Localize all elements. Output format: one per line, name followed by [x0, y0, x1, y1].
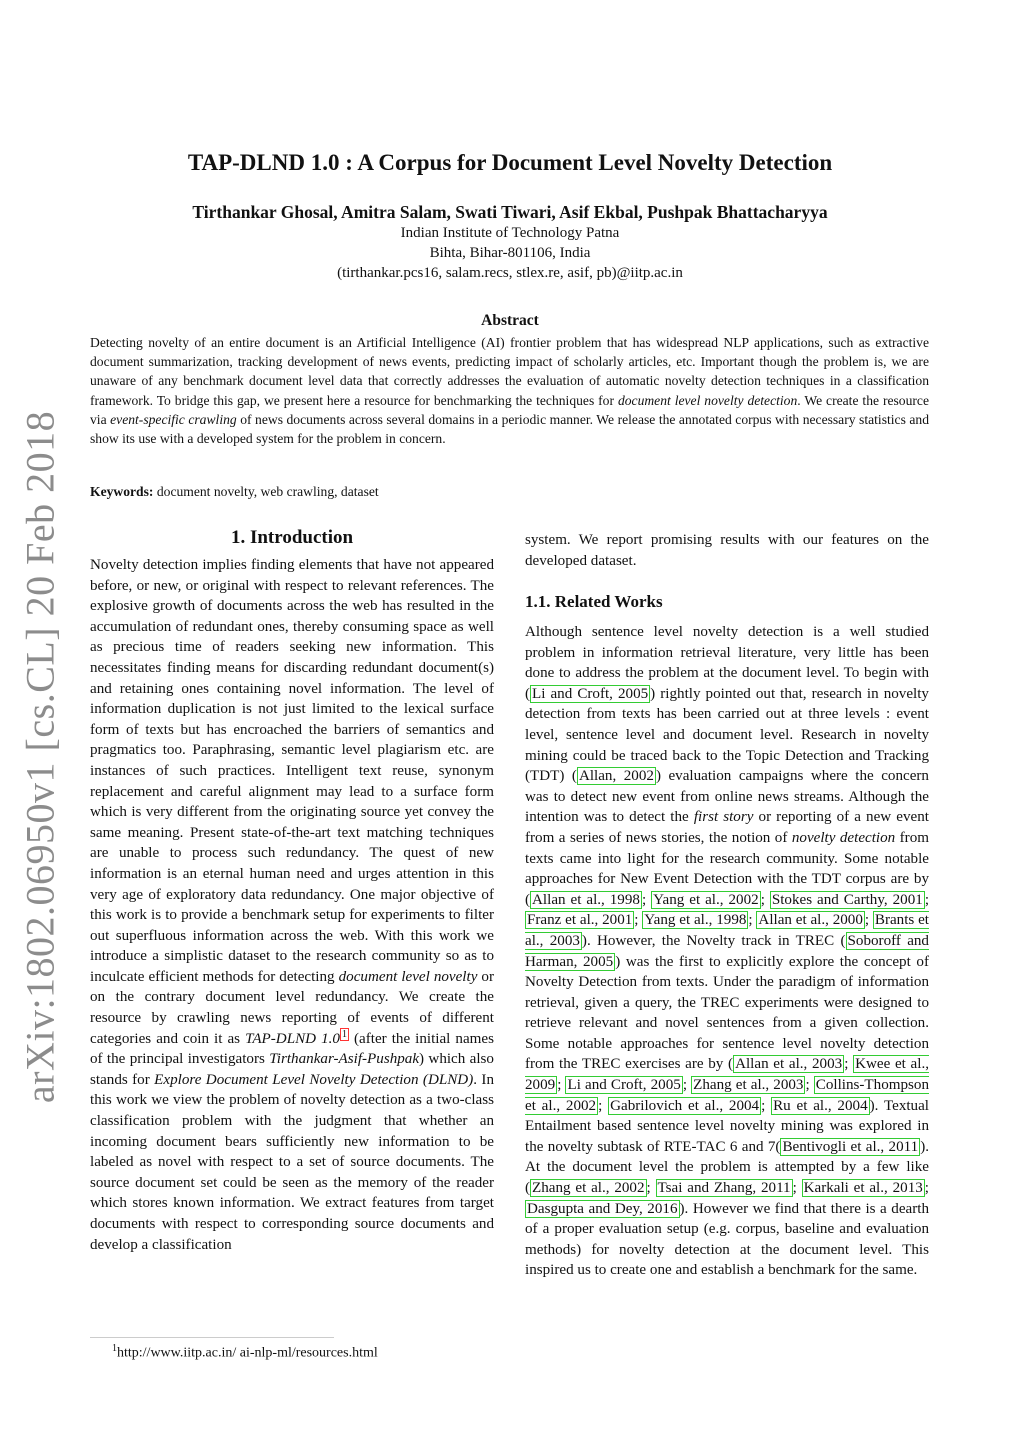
footnote-reference-link[interactable]: 1 — [341, 1028, 347, 1040]
citation-link[interactable]: Bentivogli et al., 2011 — [782, 1138, 919, 1155]
footnote-mark: 1 — [112, 1343, 117, 1354]
right-column-top — [525, 530, 929, 571]
keywords-text: document novelty, web crawling, dataset — [156, 484, 379, 499]
intro-paragraph: Novelty detection implies finding elements that have not appeared before, or new, or original with respect to relevant references. The explosive growth of documents across the web has resulted in the accumulation of redundant ones, thereby consuming space as well as precious time of readers seeking new information. This necessitates finding means for discarding redundant document(s) and retaining ones containing novel information. The level of information duplication is not just limited to the lexical surface form of texts but has encroached the barriers of semantics and pragmatics too. Paraphrasing, semantic level plagiarism etc. are instances of such practices. Intelligent text reuse, synonym replacement and careful alignment may lead to a surface form which is very different from the originating source yet convey the same meaning. Present state-of-the-art text matching techniques are unable to process such redundancy. The quest of new information is an eternal human need and urges attention in this very age of exploratory data redundancy. One major objective of this work is to provide a benchmark setup for experiments to filter out superfluous information across the web. With this work we introduce a simplistic dataset to the research community so as to inculcate efficient methods for detecting document level novelty or on the contrary document level redundancy. We create the resource by crawling news reporting of events of different categories and coin it as TAP-DLND 1.0 $^1$ (after the initial names of the principal investigators Tirthankar-Asif-Pushpak) which also stands for Explore Document Level Novelty Detection (DLND). In this work we view the problem of novelty detection as a two-class classification problem with the judgment that whether an incoming document bears sufficiently new information to be labeled as novel with respect to a set of source documents. The source document set could be seen as the memory of the reader which stores known information. We extract features from target documents with respect to corresponding source documents and develop a classification — [90, 557, 495, 1253]
keywords-label: Keywords: — [90, 484, 154, 499]
citation-link[interactable]: Stokes and Carthy, 2001 — [771, 891, 923, 908]
citation-link[interactable]: Allan, 2002 — [578, 768, 654, 785]
citation-link[interactable]: Allan et al., 2003 — [735, 1056, 843, 1073]
citation-link[interactable]: Allan et al., 1998 — [532, 891, 640, 908]
citation-link[interactable]: Gabrilovich et al., 2004 — [610, 1097, 760, 1114]
abstract-body: Detecting novelty of an entire document is an Artificial Intelligence (AI) frontier problem that has widespread NLP applications, such as extractive document summarization, tracking development of news events, predicting impact of scholarly articles, etc. Important though the problem is, we are unaware of any benchmark document level data that correctly addresses the evaluation of automatic novelty detection techniques in a classification framework. To bridge this gap, we present here a resource for benchmarking the techniques for document level novelty detection. We create the resource via event-specific crawling of news documents across several domains in a periodic manner. We release the annotated corpus with necessary statistics and show its use with a developed system for the problem in concern. — [90, 335, 930, 447]
affiliation-emails: (tirthankar.pcs16, salam.recs, stlex.re, asif, pb)@iitp.ac.in — [337, 265, 683, 281]
citation-link[interactable]: Soboroff and Harman, 2005 — [525, 932, 929, 970]
citation-link[interactable]: Kwee et al., 2009 — [525, 1056, 930, 1094]
citation-link[interactable]: Franz et al., 2001 — [527, 912, 633, 929]
citation-link[interactable]: Zhang et al., 2002 — [532, 1180, 645, 1197]
arxiv-identifier: arXiv:1802.06950v1 [cs.CL] 20 Feb 2018 — [17, 410, 63, 1104]
intro-paragraph-continuation: system. We report promising results with our features on the developed dataset. — [525, 532, 929, 569]
citation-link[interactable]: Ru et al., 2004 — [773, 1097, 868, 1114]
author-list: Tirthankar Ghosal, Amitra Salam, Swati Tiwari, Asif Ekbal, Pushpak Bhattacharyya — [192, 202, 828, 222]
affiliation-address: Bihta, Bihar-801106, India — [429, 245, 591, 261]
related-works-column — [525, 622, 929, 1281]
citation-link[interactable]: Karkali et al., 2013 — [803, 1180, 923, 1197]
citation-link[interactable]: Dasgupta and Dey, 2016 — [527, 1200, 678, 1217]
section-heading-introduction: 1. Introduction — [230, 527, 354, 548]
subsection-heading-related-works: 1.1. Related Works — [525, 592, 663, 611]
keywords — [90, 484, 929, 500]
footnote — [112, 1343, 378, 1362]
citation-link[interactable]: Zhang et al., 2003 — [693, 1077, 804, 1094]
citation-link[interactable]: Allan et al., 2000 — [758, 912, 863, 929]
affiliation-institute: Indian Institute of Technology Patna — [400, 225, 620, 241]
paper-title: TAP-DLND 1.0 : A Corpus for Document Level Novelty Detection — [187, 150, 833, 175]
citation-link[interactable]: Brants et al., 2003 — [525, 912, 929, 949]
citation-link[interactable]: Li and Croft, 2005 — [567, 1077, 681, 1094]
footnote-divider — [90, 1337, 334, 1338]
citation-link[interactable]: Collins-Thompson et al., 2002 — [525, 1077, 929, 1114]
abstract-heading: Abstract — [481, 312, 539, 329]
related-works-paragraph: Although sentence level novelty detection is a well studied problem in information retrieval literature, very little has been done to address the problem at the document level. To begin with ( Li and Croft, 2005 ) rightly pointed out that, research in novelty detection from texts has been carried out at three levels : event level, sentence level and document level. Research in novelty mining could be traced back to the Topic Detection and Tracking (TDT) ( Allan, 2002 ) evaluation campaigns where the concern was to detect new event from online news streams. Although the intention was to detect the first story or reporting of a new event from a series of news stories, the notion of novelty detection from texts came into light for the research community. Some notable approaches for New Event Detection with the TDT corpus are by ( Allan et al., 1998 ; Yang et al., 2002 ; Stokes and Carthy, 2001 ; Franz et al., 2001 ; Yang et al., 1998 ; Allan et al., 2000 ; Brants et al., 2003 ). However, the Novelty track in TREC ( Soboroff and Harman, 2005 ) was the first to explicitly explore the concept of Novelty Detection from texts. Under the paradigm of information retrieval, given a query, the TREC experiments were designed to retrieve relevant and novel sentences from a given collection. Some notable approaches for sentence level novelty detection from the TREC exercises are by ( Allan et al., 2003 ; Kwee et al., 2009 ; Li and Croft, 2005 ; Zhang et al., 2003 ; Collins-Thompson et al., 2002 ; Gabrilovich et al., 2004 ; Ru et al., 2004 ). Textual Entailment based sentence level novelty mining was explored in the novelty subtask of RTE-TAC 6 and 7( Bentivogli et al., 2011 ). At the document level the problem is attempted by a few like ( Zhang et al., 2002 ; Tsai and Zhang, 2011 ; Karkali et al., 2013 ; Dasgupta and Dey, 2016 ). However we find that there is a dearth of a proper evaluation setup (e.g. corpus, baseline and evaluation methods) for novelty detection at the document level. This inspired us to create one and establish a benchmark for the same. — [525, 624, 930, 1279]
left-column — [90, 555, 494, 1255]
citation-link[interactable]: Yang et al., 2002 — [653, 891, 759, 908]
citation-link[interactable]: Tsai and Zhang, 2011 — [657, 1180, 791, 1197]
footnote-url[interactable]: http://www.iitp.ac.in/ ai-nlp-ml/resources.html — [117, 1345, 378, 1361]
citation-link[interactable]: Yang et al., 1998 — [644, 912, 747, 929]
citation-link[interactable]: Li and Croft, 2005 — [532, 685, 649, 702]
